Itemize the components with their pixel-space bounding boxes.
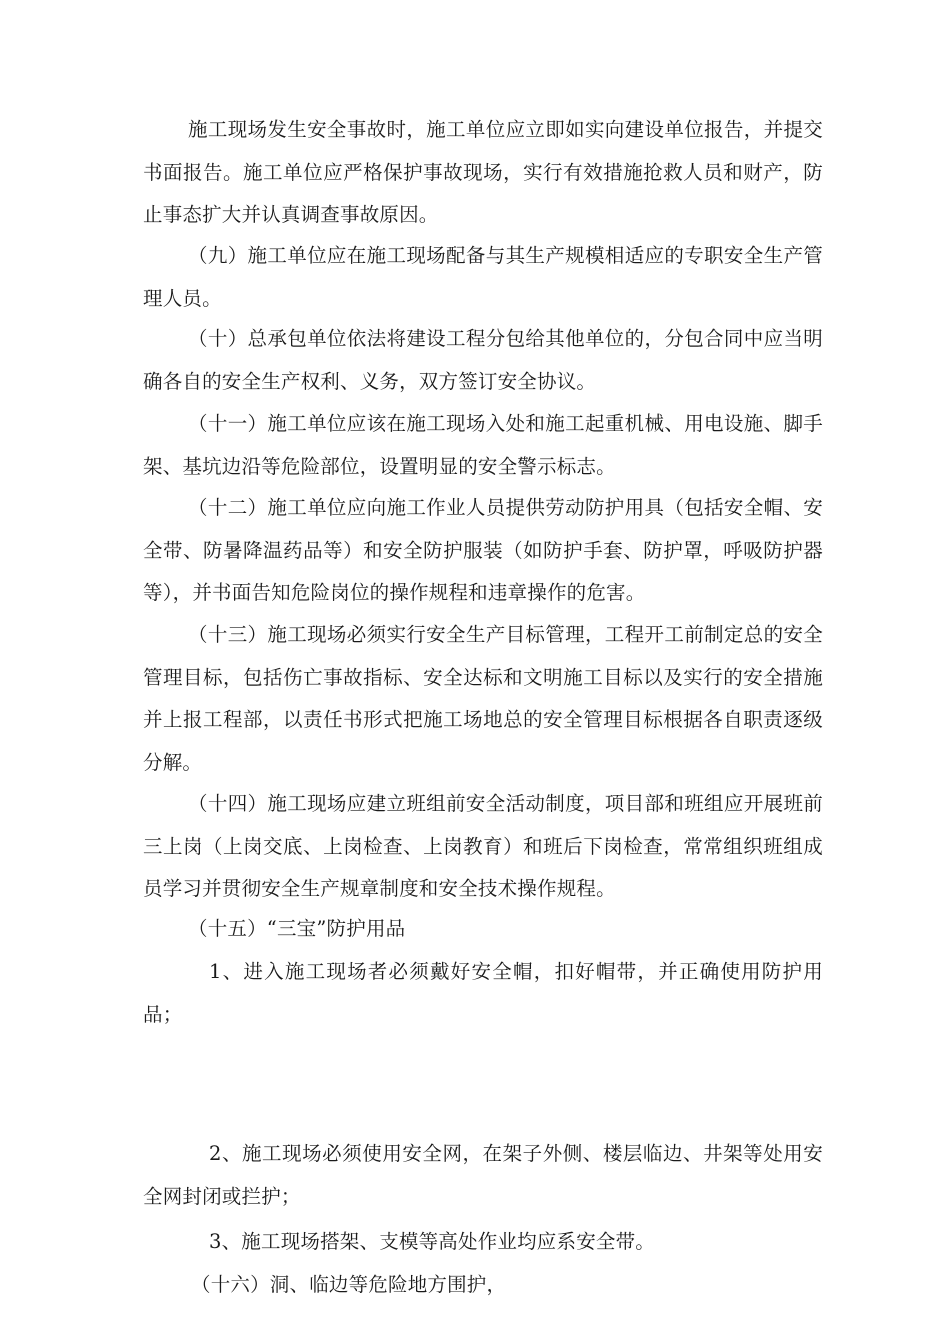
paragraph-item-9: （九）施工单位应在施工现场配备与其生产规模相适应的专职安全生产管理人员。 [143, 244, 823, 310]
paragraph-accident-report: 施工现场发生安全事故时，施工单位应立即如实向建设单位报告，并提交书面报告。施工单位应严格保护事故现场，实行有效措施抢救人员和财产，防止事态扩大并认真调查事故原因。 [143, 118, 823, 226]
paragraph-item-15-1: 1、进入施工现场者必须戴好安全帽，扣好帽带，并正确使用防护用品； [143, 960, 823, 1026]
paragraph-item-15-2: 2、施工现场必须使用安全网，在架子外侧、楼层临边、井架等处用安全网封闭或拦护； [143, 1142, 823, 1208]
paragraph-item-11: （十一）施工单位应该在施工现场入处和施工起重机械、用电设施、脚手架、基坑边沿等危险部位，设置明显的安全警示标志。 [143, 412, 823, 478]
paragraph-item-14: （十四）施工现场应建立班组前安全活动制度，项目部和班组应开展班前三上岗（上岗交底、上岗检查、上岗教育）和班后下岗检查，常常组织班组成员学习并贯彻安全生产规章制度和安全技术操作规程。 [143, 792, 823, 900]
paragraph-item-15-3: 3、施工现场搭架、支模等高处作业均应系安全带。 [209, 1230, 656, 1253]
paragraph-item-13: （十三）施工现场必须实行安全生产目标管理，工程开工前制定总的安全管理目标，包括伤亡事故指标、安全达标和文明施工目标以及实行的安全措施并上报工程部，以责任书形式把施工场地总的安全管理目标根据各自职责逐级分解。 [143, 623, 823, 774]
paragraph-item-10: （十）总承包单位依法将建设工程分包给其他单位的，分包合同中应当明确各自的安全生产权利、义务，双方签订安全协议。 [143, 327, 823, 393]
paragraph-item-15-heading: （十五）“三宝”防护用品 [188, 917, 406, 940]
paragraph-item-16: （十六）洞、临边等危险地方围护， [191, 1273, 507, 1296]
paragraph-item-12: （十二）施工单位应向施工作业人员提供劳动防护用具（包括安全帽、安全带、防暑降温药品等）和安全防护服装（如防护手套、防护罩，呼吸防护器等），并书面告知危险岗位的操作规程和违章操作的危害。 [143, 496, 823, 604]
